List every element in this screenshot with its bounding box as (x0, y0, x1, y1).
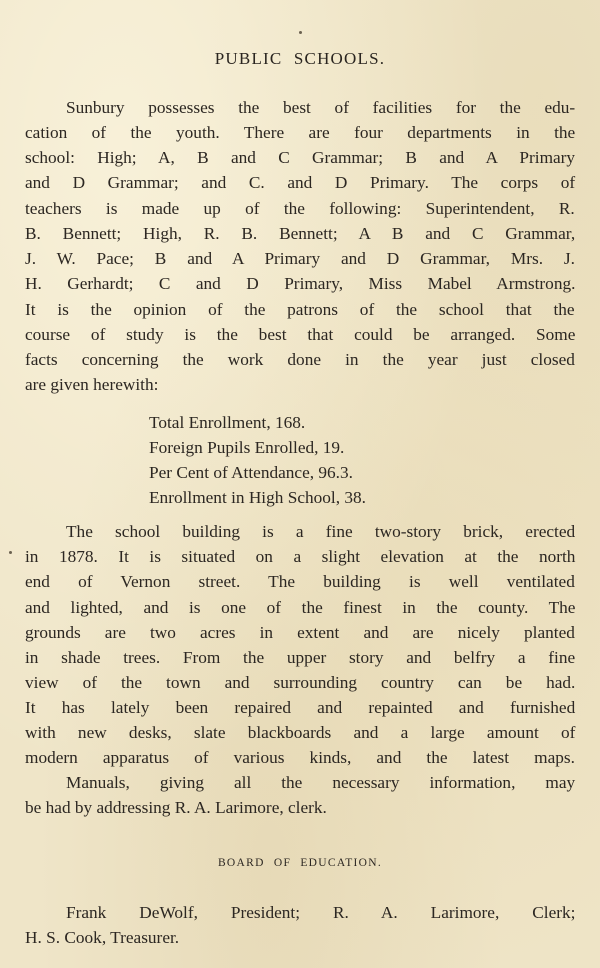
ink-speck (9, 551, 12, 554)
text-line: Sunbury possesses the best of facilities for the edu- (66, 98, 576, 117)
ink-speck (299, 31, 302, 34)
page-title: PUBLIC SCHOOLS. (214, 49, 386, 68)
text-line: modern apparatus of various kinds, and the latest maps. (25, 748, 575, 767)
text-line: are given herewith: (25, 375, 159, 394)
text-line: It has lately been repaired and repainted and furnished (25, 698, 576, 717)
text-line: course of study is the best that could be arranged. Some (25, 325, 576, 344)
text-line: H. Gerhardt; C and D Primary, Miss Mabel Armstrong. (25, 274, 576, 293)
text-line: end of Vernon street. The building is well ventilated (25, 572, 575, 591)
text-line: H. S. Cook, Treasurer. (25, 928, 180, 947)
text-line: school: High; A, B and C Grammar; B and A Primary (25, 148, 576, 167)
text-line: Frank DeWolf, President; R. A. Larimore, Clerk; (66, 903, 576, 922)
text-line: Manuals, giving all the necessary information, may (66, 773, 576, 792)
text-line: It is the opinion of the patrons of the school that the (25, 300, 575, 319)
text-line: The school building is a fine two-story brick, erected (66, 522, 576, 541)
text-line: in 1878. It is situated on a slight elevation at the north (25, 547, 576, 566)
text-line: B. Bennett; High, R. B. Bennett; A B and C Grammar, (25, 224, 576, 243)
text-line: J. W. Pace; B and A Primary and D Grammar, Mrs. J. (25, 249, 575, 268)
text-line: facts concerning the work done in the year just closed (25, 350, 575, 369)
text-line: teachers is made up of the following: Superintendent, R. (25, 199, 575, 218)
fact-item: Enrollment in High School, 38. (149, 488, 366, 507)
board-heading: BOARD OF EDUCATION. (217, 857, 383, 869)
text-line: view of the town and surrounding country can be had. (25, 673, 576, 692)
text-line: and lighted, and is one of the finest in the county. The (25, 598, 576, 617)
text-line: be had by addressing R. A. Larimore, clerk. (25, 798, 327, 817)
fact-item: Total Enrollment, 168. (149, 413, 306, 432)
text-line: cation of the youth. There are four departments in the (25, 123, 576, 142)
text-line: in shade trees. From the upper story and belfry a fine (25, 648, 576, 667)
text-line: and D Grammar; and C. and D Primary. The corps of (25, 173, 576, 192)
text-line: with new desks, slate blackboards and a large amount of (25, 723, 576, 742)
text-line: grounds are two acres in extent and are nicely planted (25, 623, 575, 642)
fact-item: Per Cent of Attendance, 96.3. (149, 463, 353, 482)
fact-item: Foreign Pupils Enrolled, 19. (149, 438, 345, 457)
